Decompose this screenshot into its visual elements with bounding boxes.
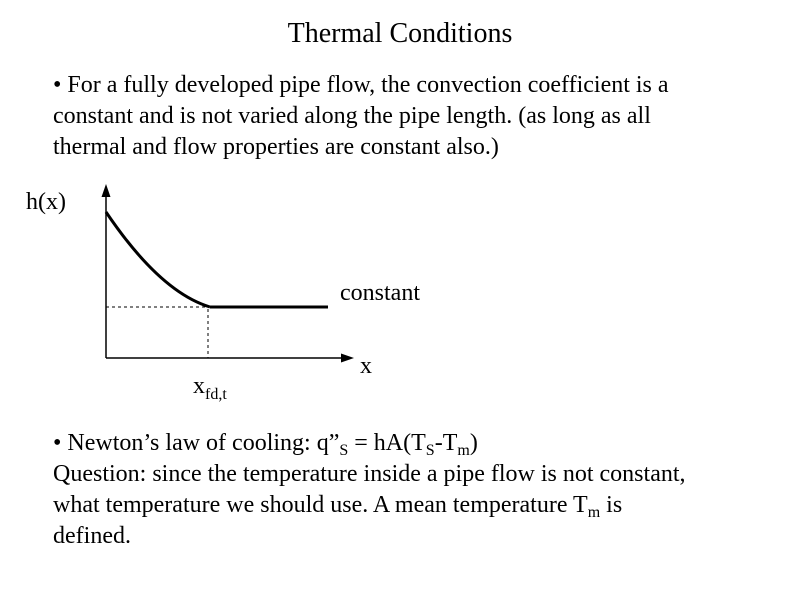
law-mid: = hA(T [348,430,426,456]
question-line-2-subscript: m [587,504,601,521]
slide-title: Thermal Conditions [287,18,513,49]
xfd-base: x [193,373,205,399]
h-curve-decay [106,212,210,307]
bullet-marker: • [53,72,62,98]
law-subscript-s1: S [339,442,349,459]
question-line-2-post: is [600,492,623,518]
y-axis-arrowhead [102,184,111,197]
question-line-1: Question: since the temperature inside a pipe flow is not constant, [53,461,686,487]
law-subscript-s2: S [425,442,435,459]
question-line-3: defined. [53,523,131,549]
law-dash: -T [434,430,458,456]
bullet1-line-2: constant and is not varied along the pipe length. (as long as all [53,103,651,129]
bullet-marker: • [53,430,62,456]
y-axis-label: h(x) [26,189,66,215]
xfd-subscript: fd,t [205,386,227,403]
x-axis-label: x [360,353,372,379]
law-subscript-m: m [457,442,470,459]
law-close: ) [469,430,478,456]
question-line-2-pre: what temperature we should use. A mean temperature T [53,492,588,518]
x-axis-arrowhead [341,354,354,363]
bullet1-line-3: thermal and flow properties are constant also.) [53,134,499,160]
constant-label: constant [340,280,420,306]
bullet1-line-1-text: For a fully developed pipe flow, the convection coefficient is a [61,72,669,98]
newtons-law-line [53,428,773,459]
question-line-2 [53,490,773,521]
fully-developed-length-label [193,372,227,403]
law-prefix: Newton’s law of cooling: q” [61,430,340,456]
bullet-newtons-law [53,428,773,552]
